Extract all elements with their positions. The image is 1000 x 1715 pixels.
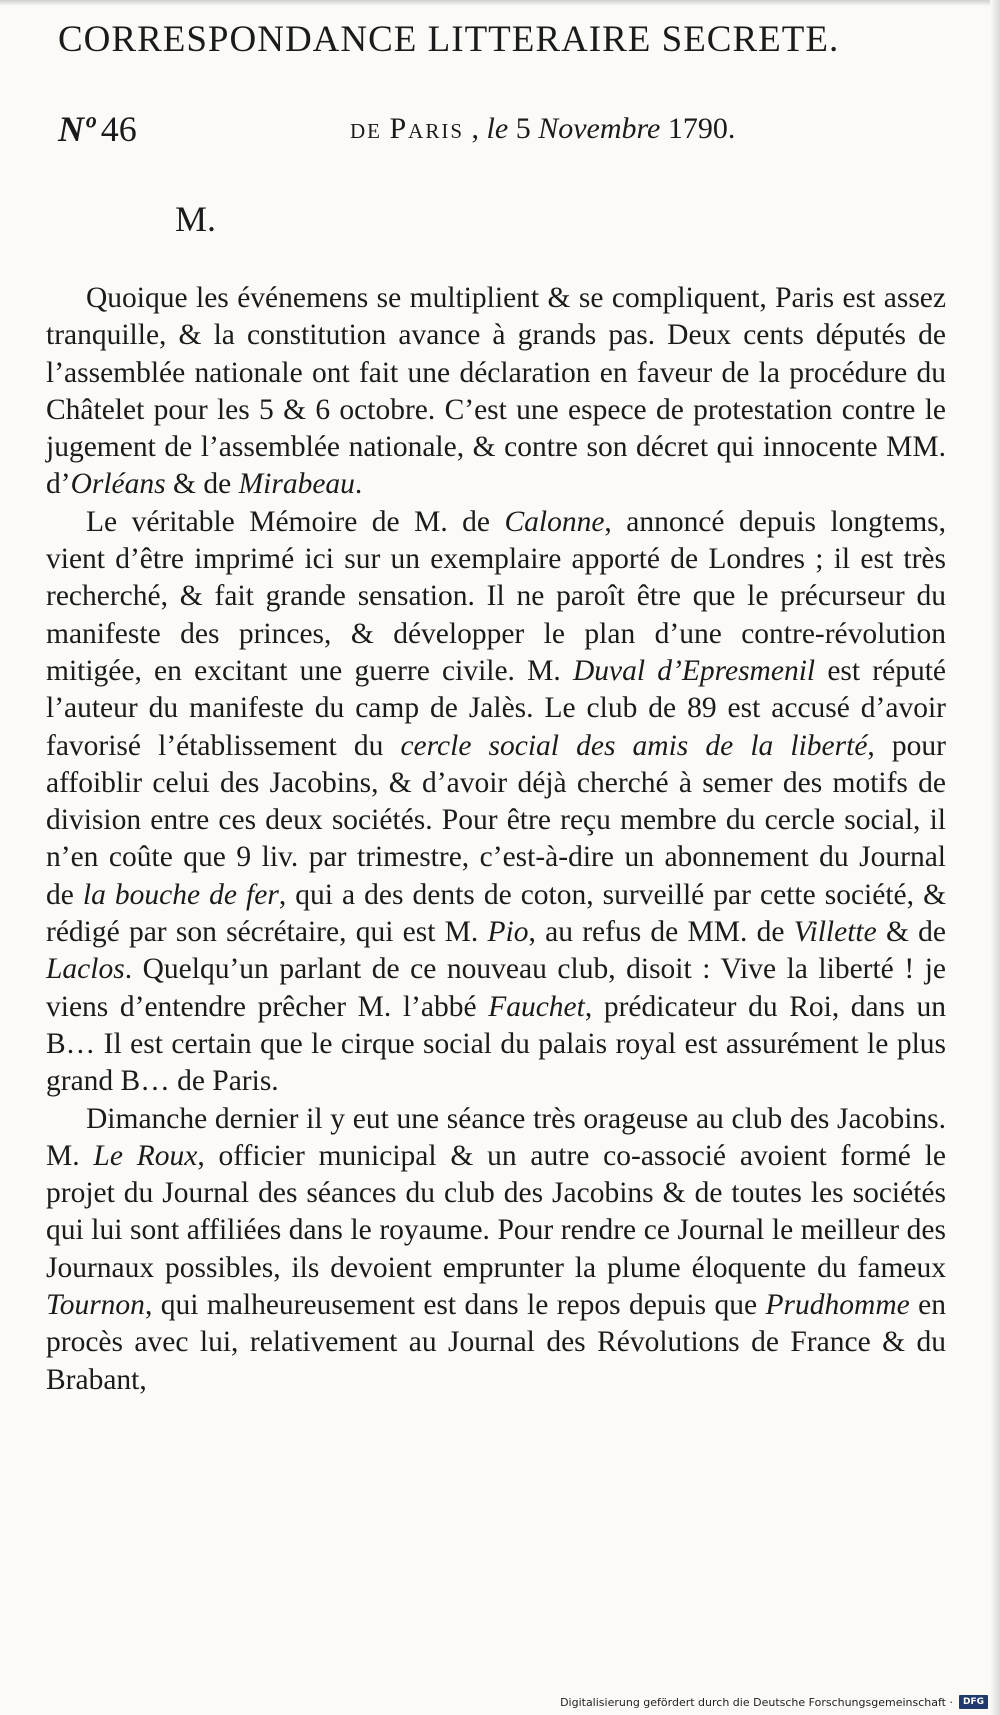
italic-name: la bouche de fer (82, 878, 279, 911)
text-run: est réputé l’auteur du manifeste du camp de Jalès. Le club de 89 est accusé d’avoir favorisé l’établissement du (46, 654, 947, 762)
text-run: Dimanche dernier il y eut une séance très orageuse au club des Jacobins. M. (46, 1102, 946, 1172)
date-year: 1790. (667, 112, 736, 145)
place-and-date (350, 112, 735, 146)
journal-title: CORRESPONDANCE LITTERAIRE SECRETE. (58, 19, 840, 60)
digitization-credit (560, 1695, 988, 1709)
issue-number (58, 108, 137, 150)
text-run: , pour affoiblir celui des Jacobins, & d’avoir déjà cherché à semer des motifs de division entre ces deux sociétés. Pour être reçu membre du cercle social, il n’en coûte que 9 liv. par trimestre, c’est-à-dire un abonnement du Journal de (46, 729, 946, 911)
place-de: de (350, 112, 382, 145)
text-run: , au refus de MM. de (528, 916, 794, 949)
italic-name: Mirabeau (238, 468, 355, 501)
credit-text: Digitalisierung gefördert durch die Deutsche Forschungsgemeinschaft · (560, 1695, 953, 1709)
text-run: & de (165, 468, 239, 501)
text-run: & de (876, 916, 946, 949)
place-separator: , (464, 112, 480, 145)
place-city: Paris (389, 112, 465, 145)
italic-name: Tournon (46, 1289, 145, 1322)
dfg-logo: DFG (959, 1695, 988, 1709)
italic-name: Fauchet (488, 990, 585, 1023)
text-run: . (354, 468, 363, 501)
paragraph (46, 504, 946, 1101)
italic-name: Pio (487, 916, 529, 949)
italic-name: Duval d’Epresmenil (572, 654, 816, 687)
text-run: Le véritable Mémoire de M. de (86, 505, 505, 538)
issue-value: 46 (100, 109, 137, 149)
text-run: , officier municipal & un autre co-associé avoient formé le projet du Journal des séances du club des Jacobins & de toutes les sociétés qui lui sont affiliées dans le royaume. Pour rendre ce Journal le meilleur des Journaux possibles, ils devoient emprunter la plume éloquente du fameux (46, 1139, 946, 1284)
date-day: 5 (515, 112, 531, 145)
text-run: . Quelqu’un parlant de ce nouveau club, disoit : Vive la liberté ! je viens d’entendre prêcher M. l’abbé (46, 953, 946, 1023)
article-body (46, 280, 946, 1399)
text-run: , prédicateur du Roi, dans un B… Il est certain que le cirque social du palais royal est assurément le plus grand B… de Paris. (46, 990, 946, 1098)
page-edge-right (990, 0, 1000, 1715)
text-run: , annoncé depuis longtems, vient d’être imprimé ici sur un exemplaire apporté de Londres ; il est très recherché, & fait grande sensation. Il ne paroît être que le précurseur du manifeste des princes, & développer le plan d’une contre-révolution mitigée, en excitant une guerre civile. M. (46, 505, 946, 687)
italic-name: Calonne (504, 505, 605, 538)
date-month: Novembre (538, 112, 661, 145)
italic-name: Le Roux (93, 1139, 198, 1172)
italic-name: Laclos (46, 953, 125, 986)
paragraph (46, 280, 946, 504)
salutation: M. (175, 199, 217, 239)
italic-name: Villette (793, 916, 877, 949)
italic-name: cercle social des amis de la liberté (400, 729, 868, 762)
text-run: , qui malheureusement est dans le repos depuis que (144, 1289, 766, 1322)
text-run: , qui a des dents de coton, surveillé par cette société, & rédigé par son sécrétaire, qui est M. (46, 878, 947, 949)
italic-name: Orléans (70, 468, 166, 501)
dateline (58, 108, 938, 152)
text-run: Quoique les événemens se multiplient & se compliquent, Paris est assez tranquille, & la constitution avance à grands pas. Deux cents députés de l’assemblée nationale ont fait une déclaration en faveur de la procédure du Châtelet pour les 5 & 6 octobre. C’est une espece de protestation contre le jugement de l’assemblée nationale, & contre son décret qui innocente MM. d’ (46, 282, 946, 501)
italic-name: Prudhomme (765, 1289, 910, 1322)
text-run: en procès avec lui, relativement au Journal des Révolutions de France & du Brabant, (46, 1289, 947, 1396)
date-le: le (486, 112, 509, 145)
paragraph (46, 1101, 946, 1399)
page-edge-top (0, 0, 1000, 6)
issue-label: Nº (58, 109, 95, 149)
